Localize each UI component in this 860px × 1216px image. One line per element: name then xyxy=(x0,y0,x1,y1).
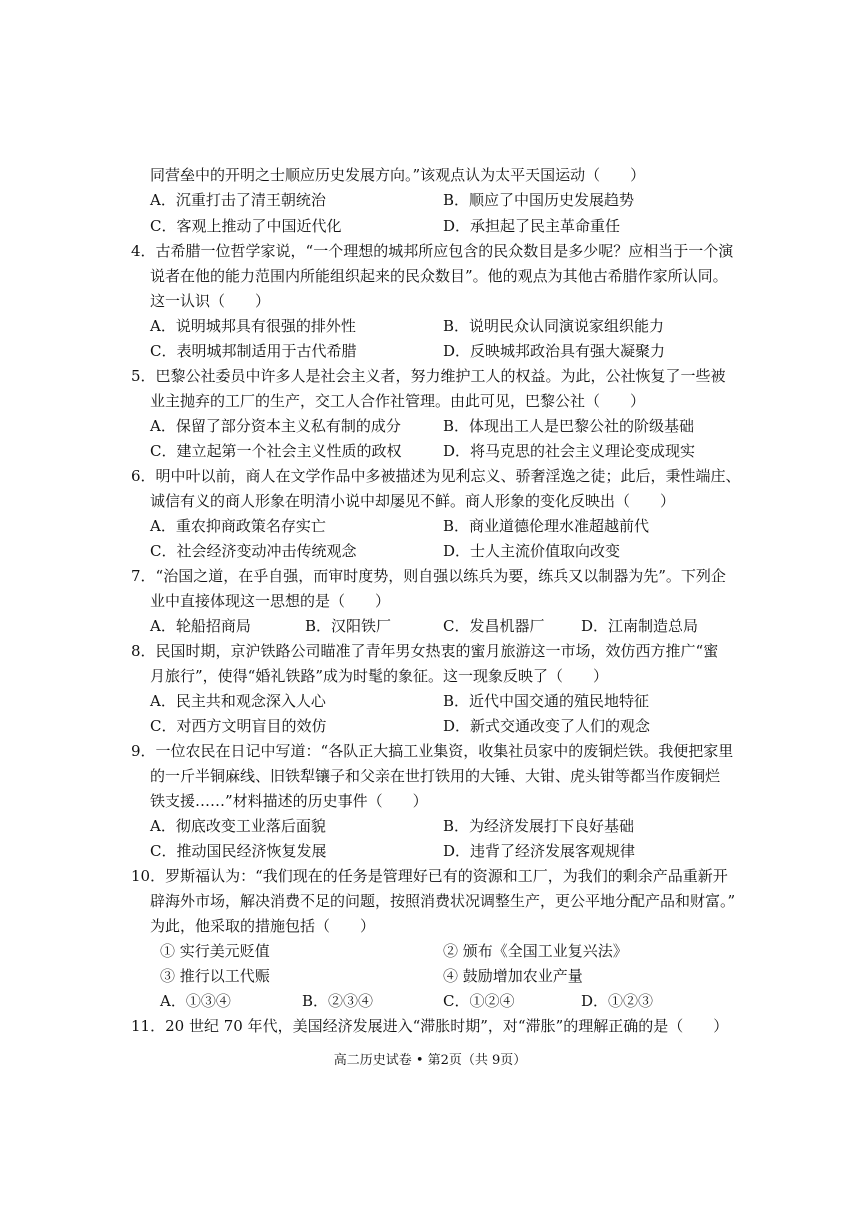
item-10-1: ① 实行美元贬值 xyxy=(160,942,270,960)
question-8-line-2: 月旅行”，使得“婚礼铁路”成为时髦的象征。这一现象反映了（ ） xyxy=(150,667,609,685)
question-10-line-3: 为此，他采取的措施包括（ ） xyxy=(150,917,376,935)
question-9-line-2: 的一斤半铜麻线、旧铁犁镶子和父亲在世打铁用的大锤、大钳、虎头钳等都当作废铜烂 xyxy=(150,767,721,785)
option-9d: D．违背了经济发展客观规律 xyxy=(443,842,636,860)
option-8c: C．对西方文明盲目的效仿 xyxy=(150,717,327,735)
option-3c: C．客观上推动了中国近代化 xyxy=(150,217,342,235)
question-6-line-2: 诚信有义的商人形象在明清小说中却屡见不鲜。商人形象的变化反映出（ ） xyxy=(150,492,676,510)
option-10b: B．②③④ xyxy=(302,992,374,1010)
option-8d: D．新式交通改变了人们的观念 xyxy=(443,717,651,735)
page-footer: 高二历史试卷 • 第2页（共 9页） xyxy=(333,1053,527,1068)
option-4b: B．说明民众认同演说家组织能力 xyxy=(443,317,665,335)
option-6a: A．重农抑商政策名存实亡 xyxy=(150,517,326,535)
question-4-line-2: 说者在他的能力范围内所能组织起来的民众数目”。他的观点为其他古希腊作家所认同。 xyxy=(150,267,728,285)
option-4c: C．表明城邦制适用于古代希腊 xyxy=(150,342,357,360)
option-5b: B．体现出工人是巴黎公社的阶级基础 xyxy=(443,417,695,435)
question-7-line-1: 7．“治国之道，在乎自强，而审时度势，则自强以练兵为要，练兵又以制器为先”。下列企 xyxy=(131,567,726,585)
item-10-3: ③ 推行以工代赈 xyxy=(160,967,270,985)
option-3d: D．承担起了民主革命重任 xyxy=(443,217,621,235)
question-10-line-2: 辟海外市场，解决消费不足的问题，按照消费状况调整生产，更公平地分配产品和财富。” xyxy=(150,892,736,910)
question-7-line-2: 业中直接体现这一思想的是（ ） xyxy=(150,592,391,610)
option-5c: C．建立起第一个社会主义性质的政权 xyxy=(150,442,402,460)
question-6-line-1: 6．明中叶以前，商人在文学作品中多被描述为见利忘义、骄奢淫逸之徒；此后，秉性端庄、 xyxy=(131,467,741,485)
option-10c: C．①②④ xyxy=(443,992,515,1010)
question-9-line-3: 铁支援……”材料描述的历史事件（ ） xyxy=(150,792,428,810)
option-4a: A．说明城邦具有很强的排外性 xyxy=(150,317,356,335)
option-7d: D．江南制造总局 xyxy=(581,617,699,635)
question-11-line-1: 11．20 世纪 70 年代，美国经济发展进入“滞胀时期”，对“滞胀”的理解正确的是（ ） xyxy=(131,1017,729,1035)
option-7a: A．轮船招商局 xyxy=(150,617,251,635)
option-10a: A．①③④ xyxy=(160,992,231,1010)
option-6d: D．士人主流价值取向改变 xyxy=(443,542,621,560)
option-3b: B．顺应了中国历史发展趋势 xyxy=(443,191,635,209)
option-9b: B．为经济发展打下良好基础 xyxy=(443,817,635,835)
option-4d: D．反映城邦政治具有强大凝聚力 xyxy=(443,342,666,360)
option-5d: D．将马克思的社会主义理论变成现实 xyxy=(443,442,696,460)
option-8b: B．近代中国交通的殖民地特征 xyxy=(443,692,650,710)
question-9-line-1: 9．一位农民在日记中写道：“各队正大搞工业集资，收集社员家中的废铜烂铁。我便把家里 xyxy=(131,742,734,760)
question-5-line-1: 5．巴黎公社委员中许多人是社会主义者，努力维护工人的权益。为此，公社恢复了一些被 xyxy=(131,367,726,385)
question-4-line-3: 这一认识（ ） xyxy=(150,292,271,310)
option-9a: A．彻底改变工业落后面貌 xyxy=(150,817,326,835)
question-8-line-1: 8．民国时期，京沪铁路公司瞄准了青年男女热衷的蜜月旅游这一市场，效仿西方推广“蜜 xyxy=(131,642,719,660)
question-4-line-1: 4．古希腊一位哲学家说，“一个理想的城邦所应包含的民众数目是多少呢？应相当于一个演 xyxy=(131,242,734,260)
option-6b: B．商业道德伦理水准超越前代 xyxy=(443,517,650,535)
option-3a: A．沉重打击了清王朝统治 xyxy=(150,191,326,209)
question-3-stem-tail: 同营垒中的开明之士顺应历史发展方向。”该观点认为太平天国运动（ ） xyxy=(150,166,646,184)
option-9c: C．推动国民经济恢复发展 xyxy=(150,842,327,860)
option-10d: D．①②③ xyxy=(581,992,654,1010)
item-10-4: ④ 鼓励增加农业产量 xyxy=(443,967,583,985)
item-10-2: ② 颁布《全国工业复兴法》 xyxy=(443,942,628,960)
option-8a: A．民主共和观念深入人心 xyxy=(150,692,326,710)
option-7b: B．汉阳铁厂 xyxy=(305,617,392,635)
option-5a: A．保留了部分资本主义私有制的成分 xyxy=(150,417,401,435)
option-7c: C．发昌机器厂 xyxy=(443,617,545,635)
question-5-line-2: 业主抛弃的工厂的生产，交工人合作社管理。由此可见，巴黎公社（ ） xyxy=(150,392,646,410)
option-6c: C．社会经济变动冲击传统观念 xyxy=(150,542,357,560)
question-10-line-1: 10．罗斯福认为：“我们现在的任务是管理好已有的资源和工厂，为我们的剩余产品重新开 xyxy=(131,867,728,885)
